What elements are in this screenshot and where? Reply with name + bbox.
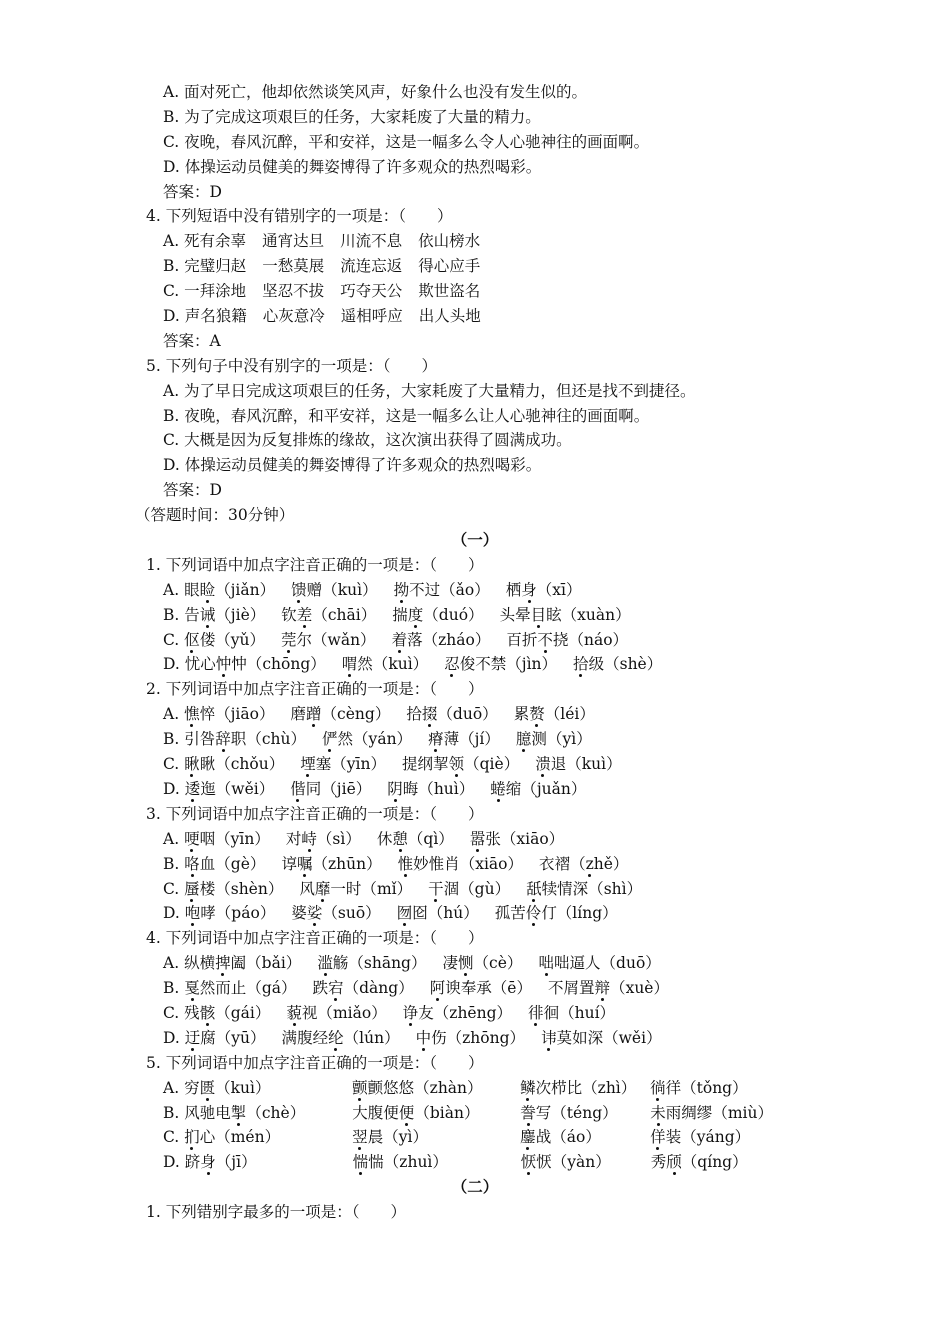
q3-option-a: A. 面对死亡，他却依然谈笑风声，好象什么也没有发生似的。: [163, 83, 588, 101]
emphasis-dot-char: 目: [530, 605, 547, 624]
option-item: 瘠薄（jí）: [428, 730, 500, 749]
option-item: 告诫（jiè）: [184, 605, 266, 624]
option-item: 溃退（kuì）: [535, 755, 622, 774]
phrase: 出人头地: [418, 307, 481, 326]
emphasis-dot-char: 未: [650, 1103, 666, 1122]
option-line: [0, 951, 950, 976]
emphasis-dot-char: 辞: [215, 730, 231, 749]
option-label: B.: [163, 1103, 185, 1122]
option-line: [0, 1125, 950, 1150]
option-label: D.: [163, 1028, 185, 1047]
option-item: 休憩（qì）: [376, 829, 454, 848]
option-line: [0, 852, 950, 877]
phrase: 巧夺天公: [340, 282, 403, 301]
emphasis-dot-char: 身: [521, 580, 537, 599]
option-item: 跻身（jī）: [184, 1153, 257, 1172]
option-label: B.: [163, 854, 185, 873]
emphasis-dot-char: 徘: [528, 1003, 544, 1022]
q5-option-a: A. 为了早日完成这项艰巨的任务，大家耗废了大量精力，但还是找不到捷径。: [163, 381, 696, 400]
phrase: 依山榜水: [418, 232, 481, 251]
option-item: 鳞次栉比（zhì）: [520, 1078, 637, 1097]
option-item: 不屑置辩（xuè）: [547, 979, 669, 998]
emphasis-dot-char: 迂: [184, 1028, 201, 1047]
q4-answer: 答案：A: [163, 331, 221, 350]
option-item: 累赘（léi）: [513, 705, 595, 724]
option-label: A.: [163, 705, 185, 724]
option-item: 滥觞（shāng）: [317, 954, 427, 973]
option-item: 阴晦（huì）: [387, 779, 475, 798]
option-item: 未雨绸缪（miù）: [650, 1103, 773, 1122]
emphasis-dot-char: 惴: [352, 1153, 369, 1172]
emphasis-dot-char: 讳: [541, 1028, 557, 1047]
emphasis-dot-char: 逶: [184, 779, 201, 798]
option-item: 提纲挈领（qiè）: [402, 755, 520, 774]
option-item: 莞尔（wǎn）: [280, 630, 376, 649]
option-item: 瞅瞅（chǒu）: [184, 755, 285, 774]
option-line: [0, 1076, 950, 1101]
q4-option-c: [0, 279, 950, 304]
emphasis-dot-char: 翌: [352, 1128, 368, 1147]
emphasis-dot-char: 佯: [650, 1128, 666, 1147]
option-line: [0, 777, 950, 802]
option-item: 偕同（jiē）: [290, 779, 372, 798]
phrase: 一愁莫展: [262, 257, 325, 276]
q4-option-a: [0, 229, 950, 254]
emphasis-dot-char: 咄: [538, 954, 554, 973]
time-note: （答题时间：30分钟）: [135, 506, 295, 525]
phrase: D. 声名狼籍: [163, 307, 247, 326]
q3-option-d: D. 体操运动员健美的舞姿博得了许多观众的热烈喝彩。: [163, 157, 542, 176]
option-item: 哽咽（yīn）: [184, 829, 270, 848]
option-item: 蜃楼（shèn）: [184, 879, 284, 898]
option-label: B.: [163, 730, 185, 749]
option-label: A.: [163, 954, 185, 973]
emphasis-dot-char: 哽: [184, 829, 200, 848]
emphasis-dot-char: 惟: [397, 854, 414, 873]
question-stem: 5. 下列词语中加点字注音正确的一项是：（ ）: [146, 1053, 484, 1072]
option-label: D.: [163, 1153, 185, 1172]
option-item: 对峙（sì）: [285, 829, 361, 848]
option-item: 大腹便便（biàn）: [352, 1103, 480, 1122]
question-stem: 3. 下列词语中加点字注音正确的一项是：（ ）: [146, 804, 484, 823]
option-line: [0, 1026, 950, 1051]
emphasis-dot-char: 馈: [291, 580, 307, 599]
q3-option-b: B. 为了完成这项艰巨的任务，大家耗废了大量的精力。: [163, 107, 541, 126]
q3-option-c: C. 夜晚，春风沉醉，平和安祥，这是一幅多么令人心驰神往的画面啊。: [163, 132, 650, 151]
option-item: 眼睑（jiǎn）: [184, 580, 276, 599]
option-item: 扪心（mén）: [184, 1128, 281, 1147]
option-item: 风驰电掣（chè）: [184, 1103, 306, 1122]
section-2-q1-stem: 1. 下列错别字最多的一项是：（ ）: [146, 1203, 406, 1222]
emphasis-dot-char: 喟: [341, 655, 358, 674]
emphasis-dot-char: 干: [428, 879, 444, 898]
emphasis-dot-char: 辩: [594, 979, 611, 998]
option-item: 拾级（shè）: [573, 655, 663, 674]
emphasis-dot-char: 嚣: [469, 829, 486, 848]
option-label: C.: [163, 630, 185, 649]
option-item: 憔悴（jiāo）: [184, 705, 275, 724]
option-line: [0, 727, 950, 752]
emphasis-dot-char: 颀: [666, 1153, 682, 1172]
option-item: 衣褶（zhě）: [539, 854, 629, 873]
option-item: 惟妙惟肖（xiāo）: [397, 854, 524, 873]
emphasis-dot-char: 度: [407, 605, 424, 624]
emphasis-dot-char: 不: [537, 630, 553, 649]
document-page: [0, 80, 950, 1225]
emphasis-dot-char: 偕: [290, 779, 306, 798]
emphasis-dot-char: 拗: [393, 580, 410, 599]
option-label: A.: [163, 829, 185, 848]
option-item: 伛偻（yǔ）: [184, 630, 265, 649]
option-line: [0, 603, 950, 628]
emphasis-dot-char: 咯: [184, 854, 200, 873]
option-label: B.: [163, 605, 185, 624]
option-label: D.: [163, 655, 185, 674]
option-line: [0, 578, 950, 603]
emphasis-dot-char: 蜷: [490, 779, 506, 798]
emphasis-dot-char: 臆: [515, 730, 532, 749]
phrase: 遥相呼应: [340, 307, 403, 326]
option-item: 鏖战（áo）: [520, 1128, 601, 1147]
option-item: 栖身（xī）: [505, 580, 582, 599]
emphasis-dot-char: 咆: [184, 904, 201, 923]
option-item: 干涸（gù）: [428, 879, 511, 898]
option-item: 着落（zháo）: [391, 630, 491, 649]
emphasis-dot-char: 藐: [286, 1003, 302, 1022]
emphasis-dot-char: 便: [398, 1103, 415, 1122]
option-label: C.: [163, 1128, 185, 1147]
option-item: 徜徉（tǒng）: [650, 1078, 748, 1097]
emphasis-dot-char: 差: [296, 605, 313, 624]
q4-option-d: [0, 304, 950, 329]
phrase: A. 死有余辜: [163, 232, 247, 251]
option-item: 拾掇（duō）: [406, 705, 498, 724]
option-item: 咆哮（páo）: [184, 904, 276, 923]
option-item: 讳莫如深（wěi）: [541, 1028, 662, 1047]
emphasis-dot-char: 赘: [529, 705, 545, 724]
option-label: A.: [163, 1078, 185, 1097]
option-line: [0, 752, 950, 777]
emphasis-dot-char: 伶: [525, 904, 542, 923]
option-item: 磨蹭（cèng）: [290, 705, 391, 724]
option-item: 诤友（zhēng）: [402, 1003, 513, 1022]
question-stem: 2. 下列词语中加点字注音正确的一项是：（ ）: [146, 680, 484, 699]
emphasis-dot-char: 领: [448, 755, 465, 774]
option-item: 谆嘱（zhūn）: [281, 854, 382, 873]
option-item: 跌宕（dàng）: [312, 979, 414, 998]
emphasis-dot-char: 掣: [230, 1103, 247, 1122]
question-stem: 1. 下列词语中加点字注音正确的一项是：（ ）: [146, 555, 484, 574]
option-item: 誊写（téng）: [520, 1103, 618, 1122]
emphasis-dot-char: 忡: [215, 655, 232, 674]
emphasis-dot-char: 扪: [184, 1128, 200, 1147]
emphasis-dot-char: 睑: [199, 580, 216, 599]
q4-stem: 4. 下列短语中没有错别字的一项是：（ ）: [146, 207, 453, 226]
option-item: 忧心忡忡（chōng）: [184, 655, 326, 674]
option-item: 喟然（kuì）: [341, 655, 429, 674]
emphasis-dot-char: 拾: [573, 655, 589, 674]
option-item: 恹恹（yàn）: [520, 1153, 611, 1172]
option-line: [0, 827, 950, 852]
emphasis-dot-char: 靡: [314, 879, 331, 898]
emphasis-dot-char: 莞: [280, 630, 297, 649]
question-stem: 4. 下列词语中加点字注音正确的一项是：（ ）: [146, 929, 484, 948]
emphasis-dot-char: 誊: [520, 1103, 536, 1122]
emphasis-dot-char: 捭: [215, 954, 231, 973]
option-item: 阿谀奉承（ē）: [429, 979, 532, 998]
emphasis-dot-char: 恹: [520, 1153, 537, 1172]
emphasis-dot-char: 身: [200, 1153, 216, 1172]
q5-option-c: C. 大概是因为反复排炼的缘故，这次演出获得了圆满成功。: [163, 431, 572, 450]
option-item: 引咎辞职（chù）: [184, 730, 306, 749]
section-1-title: （一）: [451, 530, 499, 550]
option-item: 惴惴（zhuì）: [352, 1153, 448, 1172]
emphasis-dot-char: 骸: [199, 1003, 216, 1022]
option-item: 风靡一时（mǐ）: [299, 879, 413, 898]
phrase: C. 一拜涂地: [163, 282, 247, 301]
emphasis-dot-char: 匮: [199, 1078, 216, 1097]
option-item: 拗不过（ǎo）: [393, 580, 490, 599]
option-item: 藐视（miǎo）: [286, 1003, 387, 1022]
option-item: 逶迤（wěi）: [184, 779, 275, 798]
emphasis-dot-char: 瘠: [428, 730, 444, 749]
phrase: 川流不息: [340, 232, 403, 251]
phrase: B. 完璧归赵: [163, 257, 247, 276]
option-label: C.: [163, 755, 185, 774]
option-item: 凄恻（cè）: [442, 954, 523, 973]
emphasis-dot-char: 着: [391, 630, 408, 649]
option-item: 俨然（yán）: [322, 730, 413, 749]
emphasis-dot-char: 囫: [396, 904, 413, 923]
emphasis-dot-char: 娑: [306, 904, 323, 923]
emphasis-dot-char: 诤: [402, 1003, 419, 1022]
option-item: 孤苦伶仃（líng）: [494, 904, 618, 923]
emphasis-dot-char: 伛: [184, 630, 200, 649]
option-item: 颤颤悠悠（zhàn）: [352, 1078, 483, 1097]
option-item: 佯装（yáng）: [650, 1128, 751, 1147]
emphasis-dot-char: 戛: [184, 979, 200, 998]
phrase: 得心应手: [418, 257, 481, 276]
emphasis-dot-char: 阿: [429, 979, 446, 998]
emphasis-dot-char: 颤: [352, 1078, 368, 1097]
emphasis-dot-char: 舐: [526, 879, 542, 898]
option-item: 翌晨（yì）: [352, 1128, 428, 1147]
option-item: 揣度（duó）: [392, 605, 484, 624]
emphasis-dot-char: 堙: [300, 755, 316, 774]
option-item: 穷匮（kuì）: [184, 1078, 271, 1097]
option-line: [0, 877, 950, 902]
section-2-title: （二）: [451, 1177, 499, 1197]
emphasis-dot-char: 宕: [328, 979, 344, 998]
q5-stem: 5. 下列句子中没有别字的一项是：（ ）: [146, 356, 437, 375]
phrase: 通宵达旦: [262, 232, 325, 251]
option-item: 咯血（gè）: [184, 854, 266, 873]
option-label: B.: [163, 979, 185, 998]
option-item: 百折不挠（náo）: [506, 630, 629, 649]
option-item: 嚣张（xiāo）: [469, 829, 565, 848]
q5-option-d: D. 体操运动员健美的舞姿博得了许多观众的热烈喝彩。: [163, 456, 542, 475]
q5-answer: 答案：D: [163, 481, 222, 500]
emphasis-dot-char: 蹭: [306, 705, 322, 724]
option-line: [0, 1150, 950, 1175]
emphasis-dot-char: 峙: [301, 829, 317, 848]
option-label: C.: [163, 1003, 185, 1022]
option-line: [0, 1001, 950, 1026]
option-label: A.: [163, 580, 185, 599]
phrase: 心灰意冷: [262, 307, 325, 326]
emphasis-dot-char: 徜: [650, 1078, 666, 1097]
option-item: 头晕目眩（xuàn）: [499, 605, 631, 624]
option-label: D.: [163, 779, 185, 798]
phrase: 坚忍不拔: [262, 282, 325, 301]
emphasis-dot-char: 俨: [322, 730, 338, 749]
option-item: 钦差（chāi）: [281, 605, 377, 624]
option-item: 忍俊不禁（jìn）: [444, 655, 558, 674]
q5-option-b: B. 夜晚，春风沉醉，和平安祥，这是一幅多么让人心驰神往的画面啊。: [163, 406, 650, 425]
emphasis-dot-char: 憩: [392, 829, 408, 848]
emphasis-dot-char: 鳞: [520, 1078, 536, 1097]
q3-answer: 答案：D: [163, 182, 222, 201]
option-item: 满腹经纶（lún）: [281, 1028, 400, 1047]
option-line: [0, 1101, 950, 1126]
emphasis-dot-char: 鏖: [520, 1128, 536, 1147]
option-line: [0, 628, 950, 653]
option-line: [0, 976, 950, 1001]
option-item: 徘徊（huí）: [528, 1003, 616, 1022]
option-item: 馈赠（kuì）: [291, 580, 378, 599]
option-label: C.: [163, 879, 185, 898]
option-line: [0, 702, 950, 727]
emphasis-dot-char: 中: [415, 1028, 432, 1047]
emphasis-dot-char: 忍: [444, 655, 460, 674]
emphasis-dot-char: 蜃: [184, 879, 200, 898]
option-line: [0, 901, 950, 926]
emphasis-dot-char: z: [585, 854, 594, 873]
option-item: 堙塞（yīn）: [300, 755, 387, 774]
option-line: [0, 652, 950, 677]
option-item: 秀颀（qíng）: [650, 1153, 748, 1172]
section-1-body: [0, 553, 950, 1175]
option-item: 臆测（yì）: [515, 730, 592, 749]
option-item: 咄咄逼人（duō）: [538, 954, 661, 973]
emphasis-dot-char: 溃: [535, 755, 551, 774]
emphasis-dot-char: 憔: [184, 705, 200, 724]
option-item: 纵横捭阖（bǎi）: [184, 954, 302, 973]
option-label: D.: [163, 904, 185, 923]
option-item: 婆娑（suō）: [291, 904, 381, 923]
emphasis-dot-char: 阴: [387, 779, 403, 798]
emphasis-dot-char: 纶: [328, 1028, 344, 1047]
option-item: 残骸（gái）: [184, 1003, 271, 1022]
option-item: 迂腐（yū）: [184, 1028, 266, 1047]
emphasis-dot-char: 瞅: [184, 755, 200, 774]
option-item: 戛然而止（gá）: [184, 979, 297, 998]
emphasis-dot-char: 嘱: [296, 854, 313, 873]
q4-option-b: [0, 254, 950, 279]
emphasis-dot-char: 恻: [458, 954, 474, 973]
option-item: 舐犊情深（shì）: [526, 879, 643, 898]
emphasis-dot-char: 掇: [421, 705, 438, 724]
option-item: 蜷缩（juǎn）: [490, 779, 587, 798]
option-item: 中伤（zhōng）: [415, 1028, 526, 1047]
phrase: 欺世盗名: [418, 282, 481, 301]
emphasis-dot-char: 诫: [199, 605, 216, 624]
phrase: 流连忘返: [340, 257, 403, 276]
option-item: 囫囵（hú）: [396, 904, 479, 923]
emphasis-dot-char: 滥: [317, 954, 333, 973]
